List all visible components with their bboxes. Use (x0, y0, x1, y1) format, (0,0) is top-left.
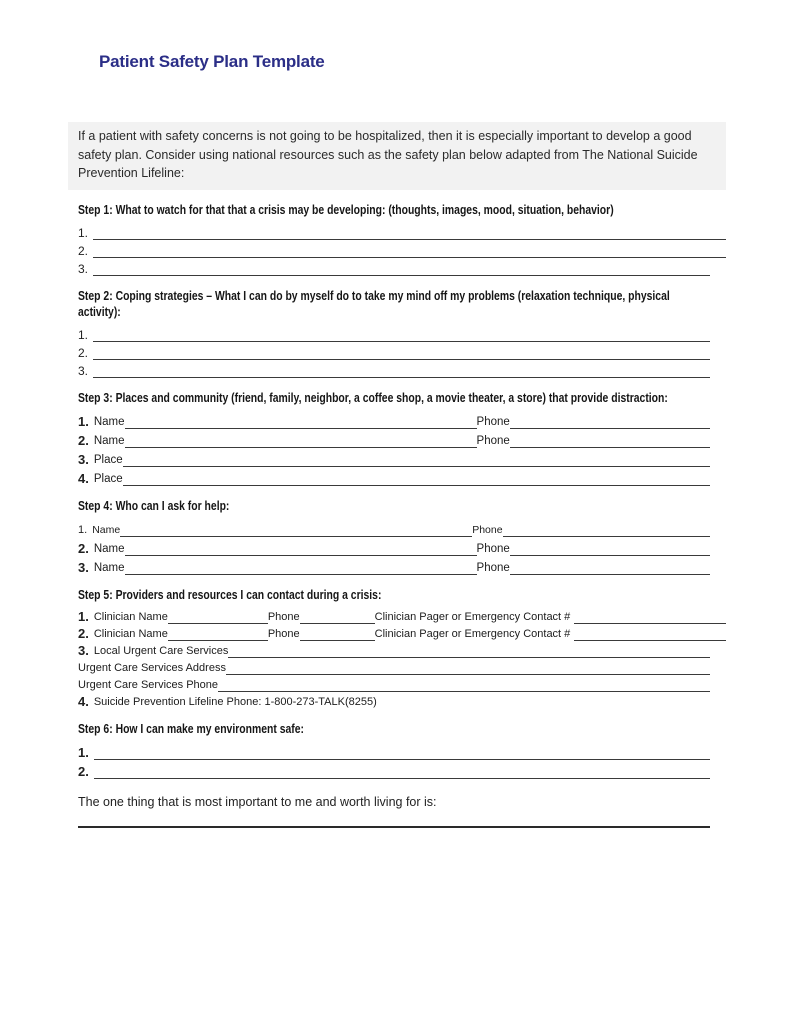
fill-line[interactable] (510, 417, 710, 429)
field-label: Clinician Pager or Emergency Contact # (374, 610, 571, 623)
fill-row (78, 537, 726, 556)
row-number: 2. (78, 243, 89, 258)
fill-row (78, 607, 726, 624)
closing-fill-line[interactable] (78, 826, 710, 828)
field-label: Name (93, 561, 125, 574)
fill-line[interactable] (125, 417, 477, 429)
field-label: Place (93, 453, 123, 466)
step-4-section (78, 498, 726, 575)
row-number: 3. (78, 363, 89, 378)
fill-line[interactable] (168, 612, 268, 624)
field-label: Phone (267, 610, 300, 623)
step-1-section (78, 202, 726, 276)
field-label: Phone (267, 627, 300, 640)
page-title: Patient Safety Plan Template (99, 52, 325, 71)
step-1-rows (78, 222, 726, 276)
fill-line[interactable] (300, 612, 375, 624)
row-number: 4. (78, 693, 89, 709)
field-label: Phone (476, 434, 510, 447)
step-3-rows (78, 410, 726, 486)
fill-line[interactable] (123, 474, 710, 486)
fill-line[interactable] (300, 629, 375, 641)
document-content (0, 52, 790, 828)
step-3-section (78, 390, 726, 486)
field-label: Name (93, 415, 125, 428)
field-label: Clinician Name (93, 627, 168, 640)
row-number: 2. (78, 432, 89, 448)
step-6-rows (78, 741, 726, 779)
row-number: 1. (78, 225, 89, 240)
fill-row (78, 258, 726, 276)
fill-row (78, 222, 726, 240)
field-label: Phone (476, 561, 510, 574)
intro-note: If a patient with safety concerns is not going to be hospitalized, then it is especially important to develop a good safety plan. Consider using national resources such as the safety plan below adapted from The National Suicide Prevention Lifeline: (68, 122, 726, 190)
fill-line[interactable] (94, 748, 710, 760)
field-label: Name (92, 523, 121, 536)
fill-line[interactable] (226, 663, 710, 675)
row-number: 1. (78, 744, 89, 760)
fill-row (78, 760, 726, 779)
step-6-section (78, 721, 726, 779)
field-label: Urgent Care Services Phone (78, 678, 219, 691)
fill-row (78, 324, 726, 342)
fill-line[interactable] (125, 544, 477, 556)
row-number: 2. (78, 345, 89, 360)
fill-line[interactable] (574, 612, 726, 624)
step-4-heading: Step 4: Who can I ask for help: (78, 497, 230, 513)
field-label: Local Urgent Care Services (93, 644, 229, 657)
fill-row (78, 410, 726, 429)
row-number: 1. (78, 327, 89, 342)
step-5-rows (78, 607, 726, 709)
step-5-heading: Step 5: Providers and resources I can contact during a crisis: (78, 586, 382, 602)
row-number: 3. (78, 559, 89, 575)
fill-row (78, 658, 726, 675)
fill-row (78, 556, 726, 575)
step-2-rows (78, 324, 726, 378)
step-2-section (78, 288, 726, 378)
fill-line[interactable] (218, 680, 710, 692)
step-2-heading: Step 2: Coping strategies – What I can do by myself do to take my mind off my problems (relaxation technique, physical activity): (78, 287, 670, 319)
fill-line[interactable] (125, 436, 477, 448)
field-label: Name (93, 434, 125, 447)
row-number: 1. (78, 413, 89, 429)
fill-row (78, 741, 726, 760)
step-5-section (78, 587, 726, 709)
row-number: 3. (78, 642, 89, 658)
fill-row (78, 624, 726, 641)
row-number: 2. (78, 540, 89, 556)
row-number: 2. (78, 625, 89, 641)
row-number: 3. (78, 261, 89, 276)
fill-row (78, 360, 726, 378)
fill-row (78, 448, 726, 467)
row-number: 1. (78, 608, 89, 624)
row-number: 1. (78, 523, 88, 536)
fill-line[interactable] (510, 544, 710, 556)
fill-line[interactable] (93, 366, 710, 378)
fill-line[interactable] (93, 246, 726, 258)
field-label: Phone (472, 523, 503, 536)
step-1-heading: Step 1: What to watch for that that a crisis may be developing: (thoughts, images, mood, situation, behavior) (78, 201, 614, 217)
fill-line[interactable] (123, 455, 710, 467)
fill-line[interactable] (125, 563, 477, 575)
lifeline-phone-text: Suicide Prevention Lifeline Phone: 1-800-273-TALK(8255) (93, 695, 377, 708)
field-label: Clinician Name (93, 610, 168, 623)
row-number: 2. (78, 763, 89, 779)
step-6-heading: Step 6: How I can make my environment safe: (78, 720, 304, 736)
fill-row (78, 675, 726, 692)
closing-prompt: The one thing that is most important to me and worth living for is: (78, 794, 437, 809)
fill-line[interactable] (503, 525, 710, 537)
fill-row (78, 641, 726, 658)
fill-line[interactable] (93, 264, 710, 276)
fill-row (78, 692, 726, 709)
fill-line[interactable] (93, 348, 710, 360)
fill-line[interactable] (120, 525, 472, 537)
step-3-heading: Step 3: Places and community (friend, family, neighbor, a coffee shop, a movie theater, a store) that provide distraction: (78, 389, 668, 405)
row-number: 3. (78, 451, 89, 467)
fill-line[interactable] (93, 330, 710, 342)
field-label: Urgent Care Services Address (78, 661, 226, 674)
fill-line[interactable] (93, 228, 726, 240)
field-label: Clinician Pager or Emergency Contact # (374, 627, 571, 640)
fill-row (78, 429, 726, 448)
fill-line[interactable] (168, 629, 268, 641)
fill-row (78, 240, 726, 258)
fill-line[interactable] (94, 767, 710, 779)
step-4-rows (78, 518, 726, 575)
fill-row (78, 518, 726, 537)
field-label: Phone (476, 415, 510, 428)
row-number: 4. (78, 470, 89, 486)
field-label: Phone (476, 542, 510, 555)
field-label: Name (93, 542, 125, 555)
fill-line[interactable] (510, 563, 710, 575)
field-label: Place (93, 472, 123, 485)
fill-row (78, 467, 726, 486)
fill-row (78, 342, 726, 360)
fill-line[interactable] (510, 436, 710, 448)
fill-line[interactable] (574, 629, 726, 641)
fill-line[interactable] (228, 646, 710, 658)
